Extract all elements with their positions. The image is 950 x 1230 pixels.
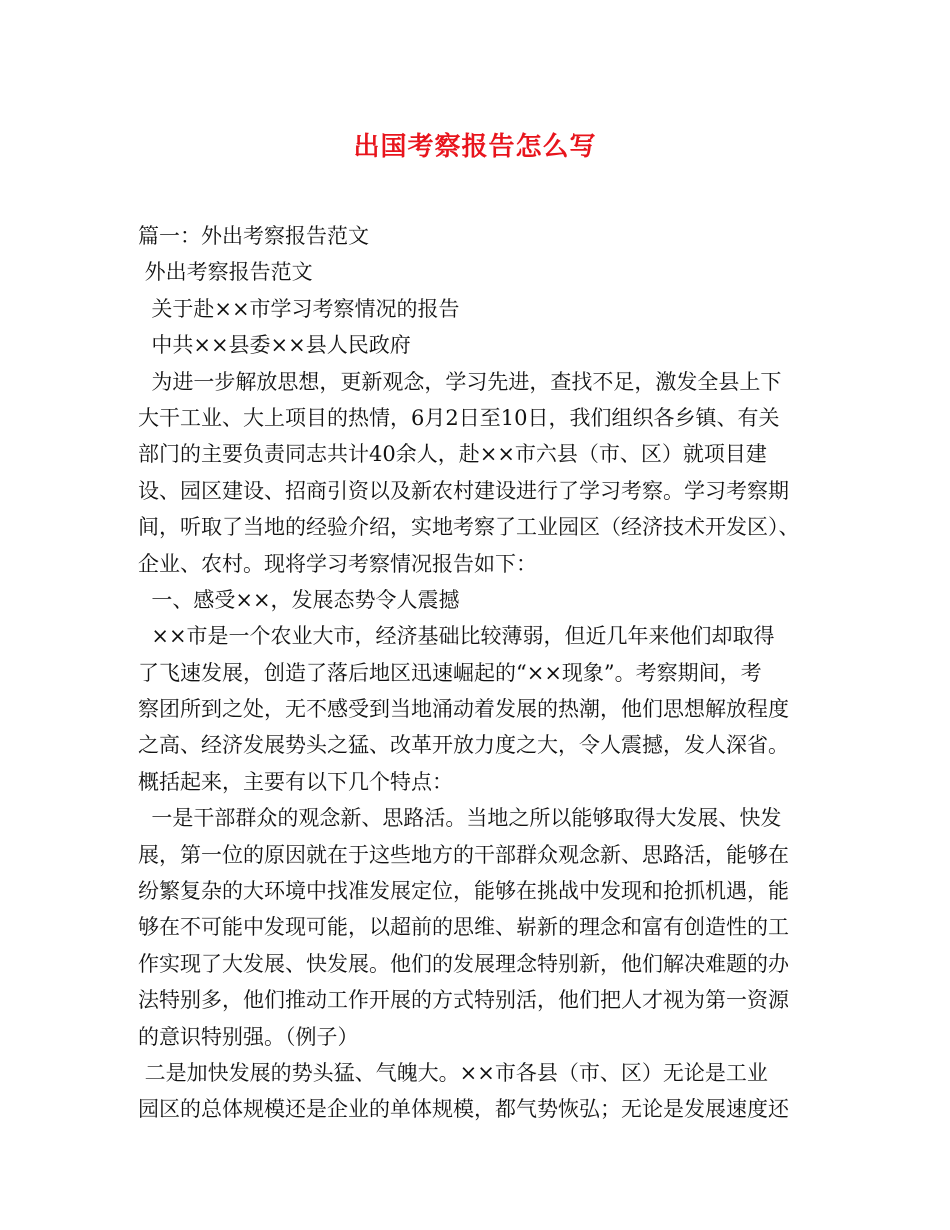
body-line: 为进一步解放思想，更新观念，学习先进，查找不足，激发全县上下 — [138, 369, 782, 394]
body-line: 一、感受××，发展态势令人震撼 — [138, 587, 460, 612]
body-line: 察团所到之处，无不感受到当地涌动着发展的热潮，他们思想解放程度 — [138, 697, 789, 722]
body-line: ××市是一个农业大市，经济基础比较薄弱，但近几年来他们却取得 — [138, 624, 775, 649]
body-line: 一是干部群众的观念新、思路活。当地之所以能够取得大发展、快发 — [138, 806, 782, 831]
body-line: 了飞速发展，创造了落后地区迅速崛起的“××现象”。考察期间，考 — [138, 660, 762, 685]
body-line: 中共××县委××县人民政府 — [138, 333, 411, 358]
body-line: 篇一：外出考察报告范文 — [138, 224, 369, 248]
body-line: 作实现了大发展、快发展。他们的发展理念特别新，他们解决难题的办 — [138, 951, 789, 976]
document-body — [138, 218, 818, 1128]
body-line: 够在不可能中发现可能，以超前的思维、崭新的理念和富有创造性的工 — [138, 915, 789, 940]
body-line: 之高、经济发展势头之猛、改革开放力度之大，令人震撼，发人深省。 — [138, 733, 789, 758]
body-line: 关于赴××市学习考察情况的报告 — [138, 296, 460, 321]
body-line: 企业、农村。现将学习考察情况报告如下： — [138, 551, 537, 576]
body-line: 的意识特别强。（例子） — [138, 1024, 359, 1049]
document-title: 出国考察报告怎么写 — [353, 132, 597, 162]
body-line: 二是加快发展的势头猛、气魄大。××市各县（市、区）无论是工业 — [138, 1060, 768, 1085]
body-line: 概括起来，主要有以下几个特点： — [138, 769, 453, 794]
body-line: 大干工业、大上项目的热情，6月2日至10日，我们组织各乡镇、有关 — [138, 405, 780, 430]
body-line: 纷繁复杂的大环境中找准发展定位，能够在挑战中发现和抢抓机遇，能 — [138, 879, 789, 904]
body-line: 法特别多，他们推动工作开展的方式特别活，他们把人才视为第一资源 — [138, 988, 789, 1013]
body-line: 设、园区建设、招商引资以及新农村建设进行了学习考察。学习考察期 — [138, 478, 789, 503]
body-line: 间，听取了当地的经验介绍，实地考察了工业园区（经济技术开发区）、 — [138, 515, 800, 540]
body-line: 外出考察报告范文 — [138, 260, 313, 285]
body-line: 园区的总体规模还是企业的单体规模，都气势恢弘；无论是发展速度还 — [138, 1097, 789, 1122]
body-line: 部门的主要负责同志共计40余人，赴××市六县（市、区）就项目建 — [138, 442, 767, 467]
body-line: 展，第一位的原因就在于这些地方的干部群众观念新、思路活，能够在 — [138, 842, 789, 867]
